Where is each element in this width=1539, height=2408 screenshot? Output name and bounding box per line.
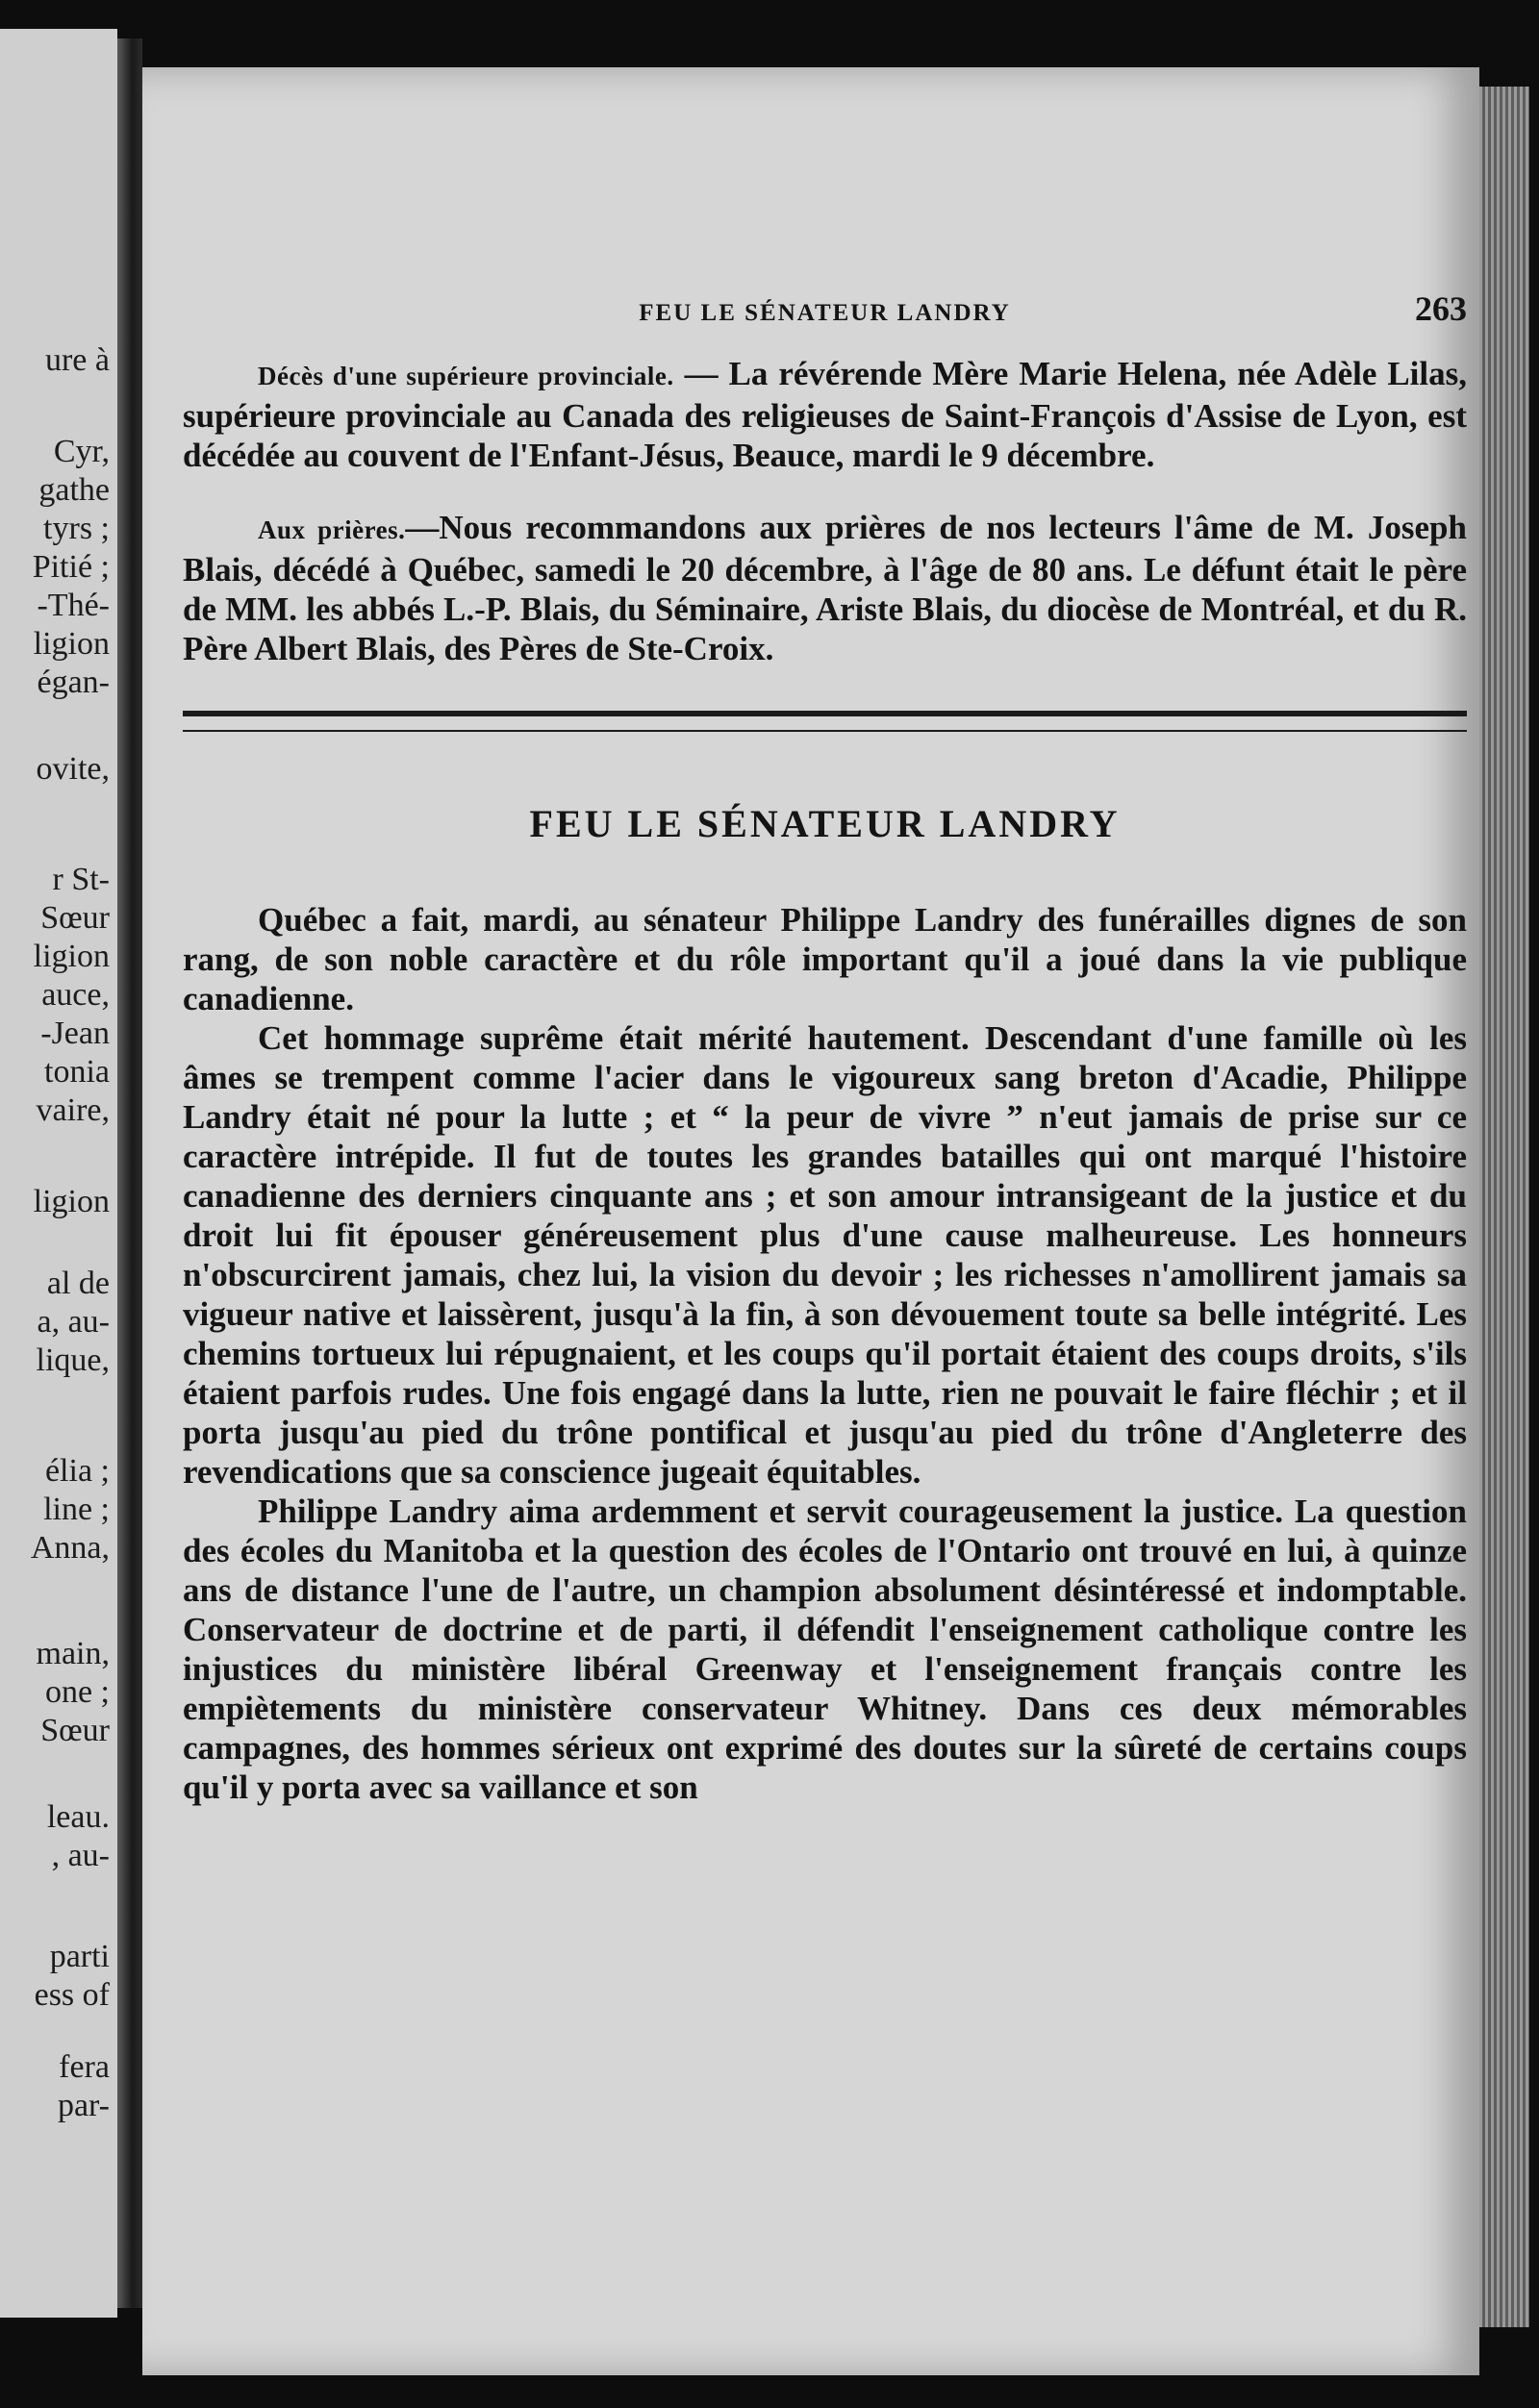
left-page-fragment: Cyr, bbox=[53, 434, 110, 469]
article-paragraph: Québec a fait, mardi, au sénateur Philippe Landry des funérailles dignes de son rang, de son noble caractère et du rôle important qu'il a joué dans la vie publique canadienne. bbox=[183, 901, 1467, 1017]
left-page-fragment: parti bbox=[49, 1939, 110, 1974]
left-page-fragment: ure à bbox=[44, 342, 110, 378]
left-page-fragment: a, au- bbox=[37, 1304, 110, 1340]
running-title: FEU LE SÉNATEUR LANDRY bbox=[639, 300, 1011, 326]
news-lead: Décès d'une supérieure provinciale. bbox=[258, 362, 674, 390]
book-page bbox=[142, 67, 1479, 2375]
left-page-fragment: line ; bbox=[43, 1492, 110, 1527]
left-page-fragment: one ; bbox=[44, 1674, 110, 1710]
left-page-fragment: Sœur bbox=[40, 900, 110, 936]
left-page-fragment: lique, bbox=[36, 1342, 110, 1378]
news-item-deces bbox=[183, 354, 1467, 475]
running-head bbox=[183, 287, 1467, 333]
left-page-fragment: auce, bbox=[41, 977, 110, 1013]
news-lead: Aux prières. bbox=[258, 515, 406, 544]
left-page-fragment: ligion bbox=[33, 1184, 110, 1219]
left-page-fragment: -Jean bbox=[40, 1016, 110, 1051]
article-paragraph: Philippe Landry aima ardemment et servit courageusement la justice. La question des écoles du Manitoba et la question des écoles de l'Ontario ont trouvé en lui, à quinze ans de distance l'une de l'autre, un champion absolument désintéressé et indomptable. Conservateur de doctrine et de parti, il défendit l'enseignement catholique contre les injustices du ministère libéral Greenway et l'enseignement français contre les empiètements du ministère conservateur Whitney. Dans ces deux mémorables campagnes, des hommes sérieux ont exprimé des doutes sur la sûreté de certains coups qu'il y porta avec sa vaillance et son bbox=[183, 1492, 1467, 1806]
left-page-fragment: ovite, bbox=[36, 751, 110, 787]
left-page-margin bbox=[0, 29, 117, 2318]
left-page-fragment: Sœur bbox=[40, 1713, 110, 1748]
page-number: 263 bbox=[1415, 289, 1467, 328]
article-paragraph: Cet hommage suprême était mérité hautement. Descendant d'une famille où les âmes se trempent comme l'acier dans le vigoureux sang breton d'Acadie, Philippe Landry était né pour la lutte ; et “ la peur de vivre ” n'eut jamais de prise sur ce caractère intrépide. Il fut de toutes les grandes batailles qui ont marqué l'histoire canadienne des derniers cinquante ans ; et son amour intransigeant de la justice et du droit lui fit épouser généreusement plus d'une cause malheureuse. Les honneurs n'obscurcirent jamais, chez lui, la vision du devoir ; les richesses n'amollirent jamais sa vigueur native et laissèrent, jusqu'à la fin, à son dévouement toute sa belle intégrité. Les chemins tortueux lui répugnaient, et les coups qu'il portait étaient des coups droits, s'ils étaient parfois rudes. Une fois engagé dans la lutte, rien ne pouvait le faire fléchir ; et il porta jusqu'au pied du trône pontifical et jusqu'au pied du trône d'Angleterre des revendications que sa conscience jugeait équitables. bbox=[183, 1019, 1467, 1491]
left-page-fragment: ligion bbox=[33, 939, 110, 974]
left-page-fragment: fera bbox=[59, 2049, 110, 2085]
article-title: FEU LE SÉNATEUR LANDRY bbox=[529, 802, 1121, 845]
article-body bbox=[183, 900, 1467, 1807]
news-text: — La révérende Mère Marie Helena, née Adèle Lilas, supérieure provinciale au Canada des religieuses de Saint-François d'Assise de Lyon, est décédée au couvent de l'Enfant-Jésus, Beauce, mardi le 9 décembre. bbox=[183, 355, 1467, 474]
book-gutter bbox=[117, 38, 142, 2308]
page-content bbox=[183, 287, 1467, 1807]
left-page-fragment: vaire, bbox=[36, 1092, 110, 1128]
news-text: —Nous recommandons aux prières de nos lecteurs l'âme de M. Joseph Blais, décédé à Québec, samedi le 20 décembre, à l'âge de 80 ans. Le défunt était le père de MM. les abbés L.-P. Blais, du Séminaire, Ariste Blais, du diocèse de Montréal, et du R. Père Albert Blais, des Pères de Ste-Croix. bbox=[183, 509, 1467, 667]
left-page-fragment: leau. bbox=[46, 1799, 110, 1835]
left-page-fragment: , au- bbox=[51, 1838, 110, 1873]
left-page-fragment: égan- bbox=[37, 665, 110, 700]
left-page-fragment: ligion bbox=[33, 626, 110, 662]
left-page-fragment: tyrs ; bbox=[43, 511, 110, 546]
left-page-fragment: ess of bbox=[34, 1977, 110, 2013]
left-page-fragment: al de bbox=[46, 1266, 110, 1301]
left-page-fragment: tonia bbox=[44, 1054, 110, 1090]
left-page-fragment: par- bbox=[57, 2088, 110, 2123]
left-page-fragment: -Thé- bbox=[37, 588, 110, 623]
left-page-fragment: Anna, bbox=[30, 1530, 110, 1566]
left-page-fragment: gathe bbox=[38, 472, 110, 508]
left-page-fragment: r St- bbox=[52, 862, 110, 897]
page-edges bbox=[1479, 87, 1529, 2327]
section-divider bbox=[183, 711, 1467, 732]
left-page-fragment: main, bbox=[36, 1636, 110, 1671]
news-item-prieres bbox=[183, 508, 1467, 668]
left-page-fragment: élia ; bbox=[44, 1453, 110, 1489]
left-page-fragment: Pitié ; bbox=[32, 549, 110, 585]
